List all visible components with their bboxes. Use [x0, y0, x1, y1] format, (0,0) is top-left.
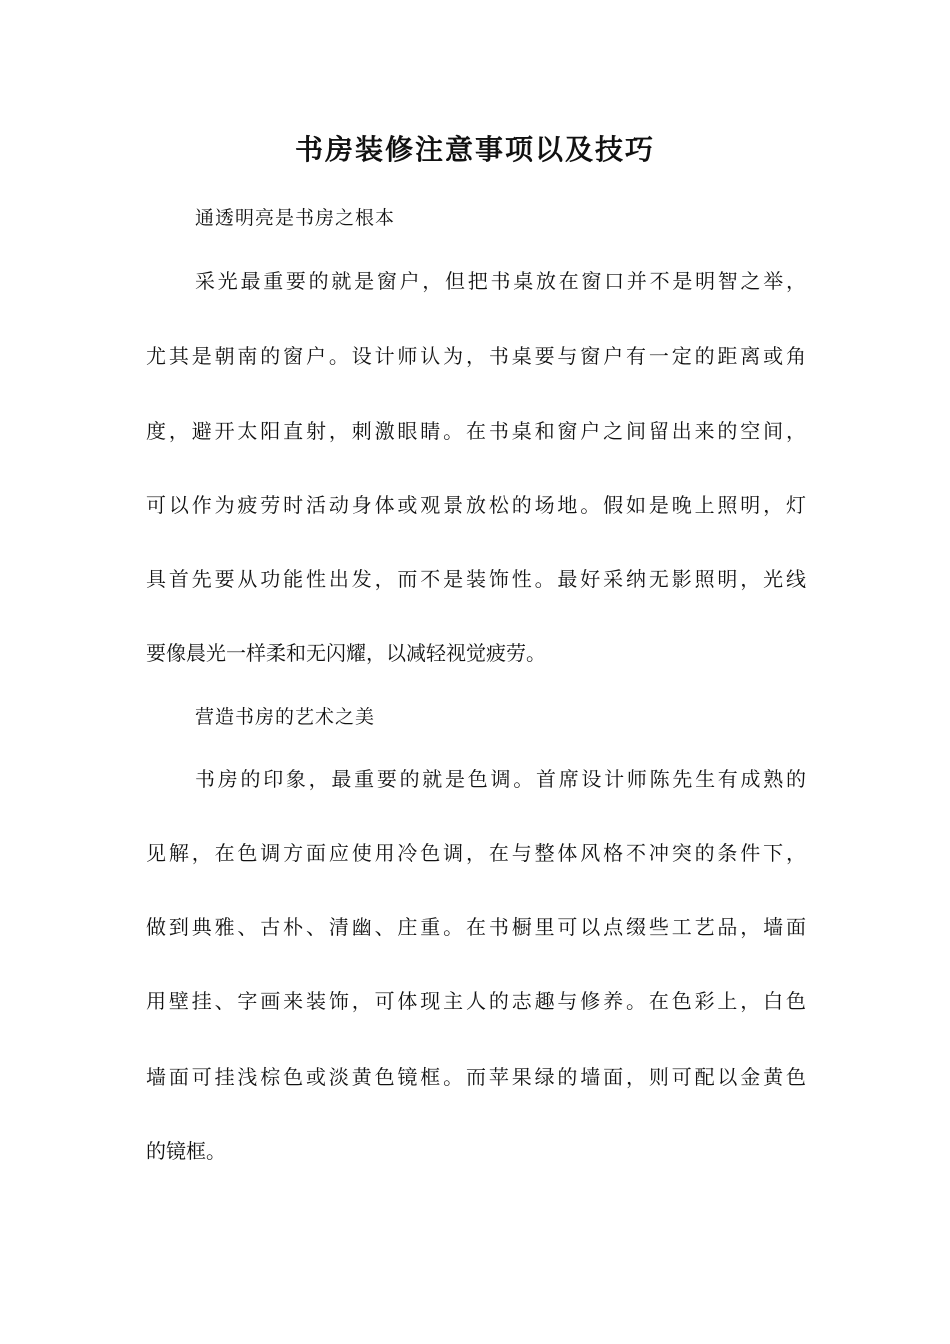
paragraph-line: 要像晨光一样柔和无闪耀，以减轻视觉疲劳。	[146, 641, 546, 665]
paragraph-line: 做到典雅、古朴、清幽、庄重。在书橱里可以点缀些工艺品，墙面	[146, 915, 806, 939]
paragraph-line: 具首先要从功能性出发，而不是装饰性。最好采纳无影照明，光线	[146, 567, 806, 591]
paragraph-line: 墙面可挂浅棕色或淡黄色镜框。而苹果绿的墙面，则可配以金黄色	[146, 1065, 806, 1089]
document-title: 书房装修注意事项以及技巧	[294, 133, 655, 166]
paragraph-line: 采光最重要的就是窗户，但把书桌放在窗口并不是明智之举，	[195, 269, 806, 293]
paragraph-line: 的镜框。	[146, 1139, 226, 1163]
paragraph-line: 见解，在色调方面应使用冷色调，在与整体风格不冲突的条件下，	[146, 841, 806, 865]
paragraph-line: 度，避开太阳直射，刺激眼睛。在书桌和窗户之间留出来的空间，	[146, 419, 806, 443]
paragraph-line: 可以作为疲劳时活动身体或观景放松的场地。假如是晚上照明，灯	[146, 493, 806, 517]
paragraph-line: 书房的印象，最重要的就是色调。首席设计师陈先生有成熟的	[195, 767, 806, 791]
section-heading: 通透明亮是书房之根本	[195, 207, 396, 229]
paragraph-line: 尤其是朝南的窗户。设计师认为，书桌要与窗户有一定的距离或角	[146, 344, 806, 368]
section-heading: 营造书房的艺术之美	[195, 706, 376, 728]
paragraph-line: 用壁挂、字画来装饰，可体现主人的志趣与修养。在色彩上，白色	[146, 989, 806, 1013]
